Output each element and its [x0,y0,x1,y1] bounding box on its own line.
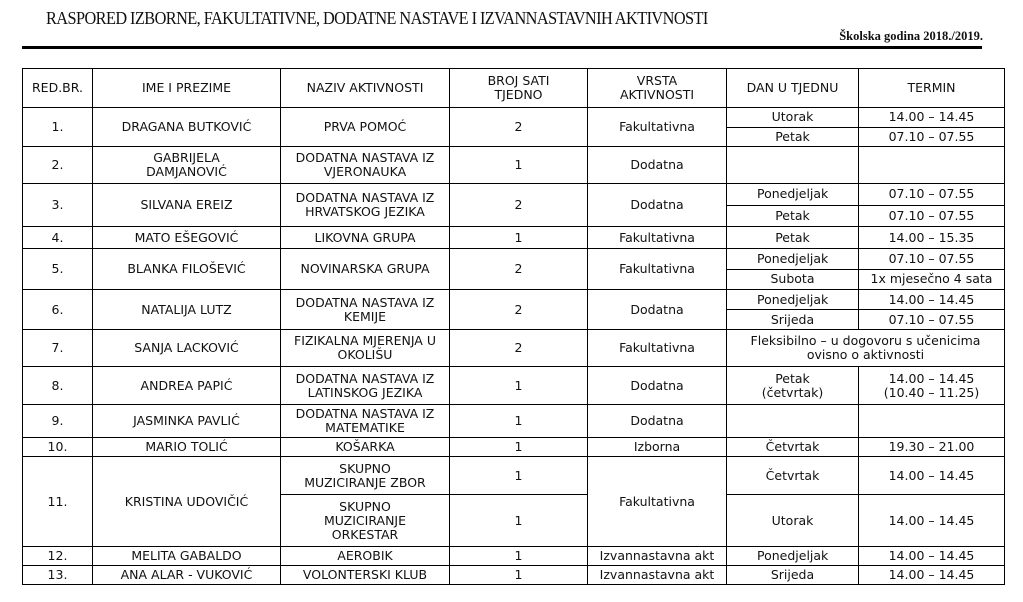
teacher-name: MARIO TOLIĆ [93,438,281,457]
row-number: 8. [23,367,93,405]
weekly-hours: 1 [450,405,588,438]
col-header-hours [450,69,588,108]
weekly-hours: 1 [450,495,588,547]
day-of-week: Ponedjeljak [727,249,859,270]
weekly-hours: 1 [450,367,588,405]
table-row [23,330,1005,367]
activity-type: Fakultativna [588,330,727,367]
col-header-day: DAN U TJEDNU [727,69,859,108]
col-header-time: TERMIN [859,69,1005,108]
time-slot: 14.00 – 14.45 [859,108,1005,128]
day-of-week: Ponedjeljak [727,290,859,310]
activity-name: PRVA POMOĆ [281,108,450,147]
activity-type: Fakultativna [588,249,727,290]
activity-name: SKUPNO MUZICIRANJE ZBOR [281,457,450,495]
table-row [23,438,1005,457]
time-slot: 14.00 – 14.45 [859,290,1005,310]
col-header-activity: NAZIV AKTIVNOSTI [281,69,450,108]
weekly-hours: 2 [450,290,588,330]
time-slot: 07.10 – 07.55 [859,127,1005,147]
col-header-name: IME I PREZIME [93,69,281,108]
time-slot: 07.10 – 07.55 [859,310,1005,330]
weekly-hours: 2 [450,184,588,227]
row-number: 11. [23,457,93,547]
weekly-hours: 2 [450,330,588,367]
row-number: 12. [23,547,93,566]
table-row [23,290,1005,310]
activity-type: Fakultativna [588,108,727,147]
day-of-week: Petak [727,127,859,147]
day-of-week: Utorak [727,108,859,128]
day-of-week: Utorak [727,495,859,547]
table-row [23,405,1005,438]
weekly-hours: 1 [450,547,588,566]
row-number: 2. [23,147,93,184]
row-number: 9. [23,405,93,438]
weekly-hours: 2 [450,249,588,290]
day-of-week: Petak [727,227,859,249]
day-of-week: Srijeda [727,310,859,330]
activity-name: DODATNA NASTAVA IZ MATEMATIKE [281,405,450,438]
day-of-week: Srijeda [727,566,859,585]
teacher-name: SANJA LACKOVIĆ [93,330,281,367]
activity-name: DODATNA NASTAVA IZ KEMIJE [281,290,450,330]
day-of-week [727,405,859,438]
time-slot: 14.00 – 15.35 [859,227,1005,249]
activity-type: Izvannastavna akt [588,547,727,566]
day-of-week: Petak [727,205,859,227]
weekly-hours: 1 [450,566,588,585]
activity-name: DODATNA NASTAVA IZ VJERONAUKA [281,147,450,184]
activity-type: Izvannastavna akt [588,566,727,585]
weekly-hours: 1 [450,457,588,495]
activity-type: Dodatna [588,367,727,405]
teacher-name: DRAGANA BUTKOVIĆ [93,108,281,147]
school-year: Školska godina 2018./2019. [839,29,983,43]
day-of-week: Četvrtak [727,457,859,495]
document-title: RASPORED IZBORNE, FAKULTATIVNE, DODATNE NASTAVE I IZVANNASTAVNIH AKTIVNOSTI [46,8,708,28]
row-number: 3. [23,184,93,227]
weekly-hours: 1 [450,438,588,457]
activity-type: Dodatna [588,184,727,227]
weekly-hours: 1 [450,227,588,249]
schedule-note: Fleksibilno – u dogovoru s učenicima ovisno o aktivnosti [727,330,1005,367]
day-of-week: Ponedjeljak [727,547,859,566]
teacher-name: ANA ALAR - VUKOVIĆ [93,566,281,585]
activity-name: DODATNA NASTAVA IZ HRVATSKOG JEZIKA [281,184,450,227]
table-row [23,184,1005,206]
table-row [23,249,1005,270]
day-of-week [727,147,859,184]
activity-name: AEROBIK [281,547,450,566]
activity-name: SKUPNO MUZICIRANJE ORKESTAR [281,495,450,547]
day-of-week: Subota [727,269,859,290]
schedule-table [22,68,1005,585]
table-header-row [23,69,1005,108]
activity-name: KOŠARKA [281,438,450,457]
teacher-name: JASMINKA PAVLIĆ [93,405,281,438]
row-number: 7. [23,330,93,367]
weekly-hours: 1 [450,147,588,184]
table-row [23,147,1005,184]
day-of-week: Petak (četvrtak) [727,367,859,405]
activity-name: FIZIKALNA MJERENJA U OKOLIŠU [281,330,450,367]
time-slot: 07.10 – 07.55 [859,205,1005,227]
teacher-name: KRISTINA UDOVIČIĆ [93,457,281,547]
row-number: 1. [23,108,93,147]
time-slot: 14.00 – 14.45 [859,495,1005,547]
table-row [23,457,1005,495]
table-row [23,227,1005,249]
teacher-name: MATO EŠEGOVIĆ [93,227,281,249]
activity-name: DODATNA NASTAVA IZ LATINSKOG JEZIKA [281,367,450,405]
time-slot: 07.10 – 07.55 [859,184,1005,206]
day-of-week: Četvrtak [727,438,859,457]
teacher-name: NATALIJA LUTZ [93,290,281,330]
activity-type: Izborna [588,438,727,457]
time-slot [859,147,1005,184]
table-row [23,547,1005,566]
activity-type: Fakultativna [588,227,727,249]
day-of-week: Ponedjeljak [727,184,859,206]
row-number: 10. [23,438,93,457]
time-slot: 14.00 – 14.45 [859,566,1005,585]
row-number: 4. [23,227,93,249]
time-slot: 14.00 – 14.45 [859,547,1005,566]
activity-type: Dodatna [588,405,727,438]
activity-name: VOLONTERSKI KLUB [281,566,450,585]
time-slot: 1x mjesečno 4 sata [859,269,1005,290]
col-header-type-label: VRSTA AKTIVNOSTI [619,73,695,102]
activity-type: Dodatna [588,290,727,330]
teacher-name: ANDREA PAPIĆ [93,367,281,405]
activity-type: Fakultativna [588,457,727,547]
time-slot: 14.00 – 14.45 [859,457,1005,495]
table-row [23,367,1005,405]
time-slot: 07.10 – 07.55 [859,249,1005,270]
row-number: 13. [23,566,93,585]
col-header-hours-label: BROJ SATI TJEDNO [487,73,550,102]
activity-name: NOVINARSKA GRUPA [281,249,450,290]
time-slot: 19.30 – 21.00 [859,438,1005,457]
col-header-no: RED.BR. [23,69,93,108]
activity-name: LIKOVNA GRUPA [281,227,450,249]
time-slot: 14.00 – 14.45 (10.40 – 11.25) [859,367,1005,405]
teacher-name: MELITA GABALDO [93,547,281,566]
weekly-hours: 2 [450,108,588,147]
title-divider [22,46,982,49]
teacher-name: BLANKA FILOŠEVIĆ [93,249,281,290]
col-header-type [588,69,727,108]
row-number: 5. [23,249,93,290]
teacher-name: GABRIJELA DAMJANOVIĆ [93,147,281,184]
table-row [23,108,1005,128]
table-row [23,566,1005,585]
teacher-name: SILVANA EREIZ [93,184,281,227]
activity-type: Dodatna [588,147,727,184]
row-number: 6. [23,290,93,330]
time-slot [859,405,1005,438]
